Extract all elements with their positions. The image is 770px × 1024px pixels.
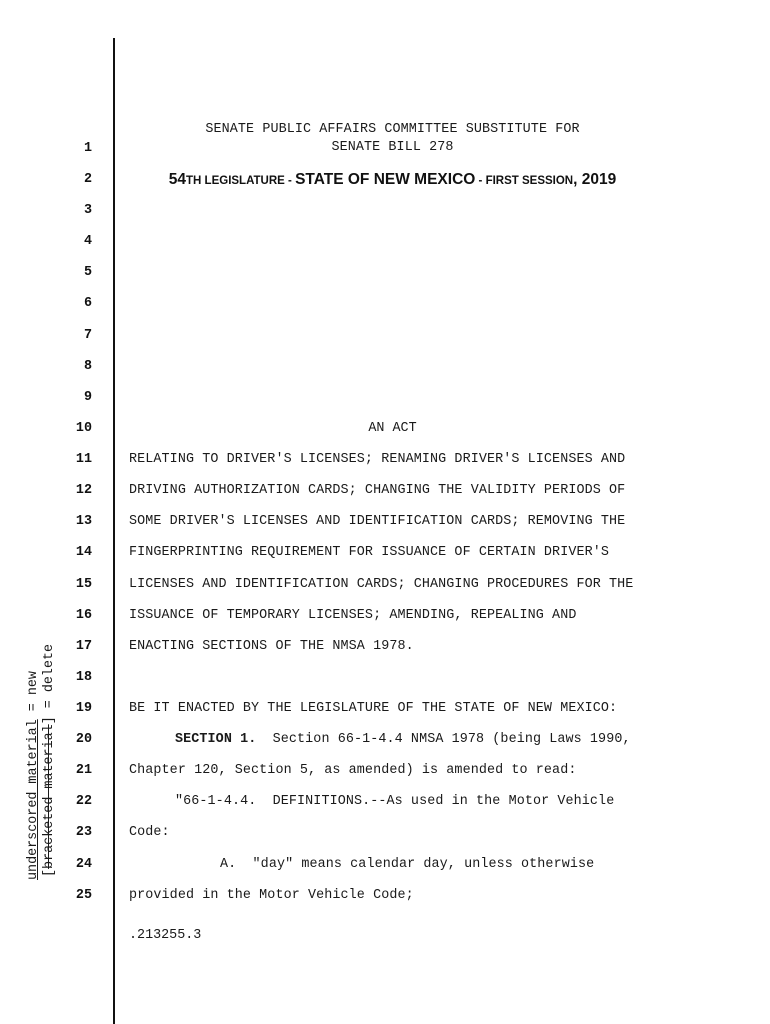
legend-new	[26, 671, 41, 880]
bill-text-line: Chapter 120, Section 5, as amended) is amended to read:	[129, 763, 577, 778]
legend-eq-new: = new	[26, 671, 41, 720]
line-number: 6	[83, 296, 92, 311]
bill-text-line: RELATING TO DRIVER'S LICENSES; RENAMING DRIVER'S LICENSES AND	[129, 452, 626, 467]
section-text: Section 66-1-4.4 NMSA 1978 (being Laws 1990,	[256, 732, 631, 747]
line-number: 17	[75, 639, 92, 654]
bill-text-line: FINGERPRINTING REQUIREMENT FOR ISSUANCE OF CERTAIN DRIVER'S	[129, 545, 610, 560]
legend-eq-delete: = delete	[42, 643, 57, 717]
session-number: 54	[168, 171, 187, 188]
subsection-a: A. "day" means calendar day, unless otherwise	[220, 857, 595, 872]
committee-heading: SENATE PUBLIC AFFAIRS COMMITTEE SUBSTITUTE FOR	[205, 122, 580, 137]
line-number: 14	[75, 545, 92, 560]
session-first: FIRST SESSION	[485, 175, 574, 187]
line-number: 10	[75, 421, 92, 436]
section-heading: SECTION 1.	[175, 732, 257, 747]
legend-bracketed: bracketed material	[42, 724, 57, 869]
line-number: 12	[75, 483, 92, 498]
line-number: 19	[75, 701, 92, 716]
line-number: 18	[75, 670, 92, 685]
line-number: 9	[83, 390, 92, 405]
line-number: 20	[75, 732, 92, 747]
document-code: .213255.3	[129, 928, 202, 943]
line-number: 1	[83, 141, 92, 156]
bill-text-line: ISSUANCE OF TEMPORARY LICENSES; AMENDING, REPEALING AND	[129, 608, 577, 623]
line-number: 11	[75, 452, 92, 467]
line-number: 4	[83, 234, 92, 249]
session-line	[115, 171, 670, 189]
bill-text-line: ENACTING SECTIONS OF THE NMSA 1978.	[129, 639, 414, 654]
legend-underscored: underscored material	[26, 719, 41, 880]
line-number: 23	[75, 825, 92, 840]
line-number: 8	[83, 359, 92, 374]
bill-text-line: provided in the Motor Vehicle Code;	[129, 888, 414, 903]
session-state: STATE OF NEW MEXICO	[295, 171, 476, 188]
line-number: 22	[75, 794, 92, 809]
line-number: 15	[75, 577, 92, 592]
line-number: 24	[75, 857, 92, 872]
session-separator: -	[475, 175, 486, 187]
definitions-heading: "66-1-4.4. DEFINITIONS.--As used in the Motor Vehicle	[175, 794, 615, 809]
line-number: 2	[83, 172, 92, 187]
line-number: 21	[75, 763, 92, 778]
session-legislature: TH LEGISLATURE -	[186, 175, 296, 187]
line-number: 5	[83, 265, 92, 280]
bill-text-line: Code:	[129, 825, 170, 840]
enacting-clause: BE IT ENACTED BY THE LEGISLATURE OF THE STATE OF NEW MEXICO:	[129, 701, 618, 716]
line-number: 16	[75, 608, 92, 623]
legend-bracket-open: [	[42, 868, 57, 877]
line-number: 7	[83, 328, 92, 343]
line-number: 25	[75, 888, 92, 903]
bill-text-line: DRIVING AUTHORIZATION CARDS; CHANGING THE VALIDITY PERIODS OF	[129, 483, 626, 498]
line-number: 13	[75, 514, 92, 529]
section-line	[175, 731, 631, 749]
line-number: 3	[83, 203, 92, 218]
bill-number: SENATE BILL 278	[331, 140, 454, 155]
bill-text-line: SOME DRIVER'S LICENSES AND IDENTIFICATION CARDS; REMOVING THE	[129, 514, 626, 529]
bill-text-line: LICENSES AND IDENTIFICATION CARDS; CHANGING PROCEDURES FOR THE	[129, 577, 634, 592]
legend-delete	[42, 644, 57, 877]
session-year: , 2019	[573, 171, 617, 188]
act-title: AN ACT	[368, 421, 417, 436]
legend-bracket-close: ]	[42, 716, 57, 725]
